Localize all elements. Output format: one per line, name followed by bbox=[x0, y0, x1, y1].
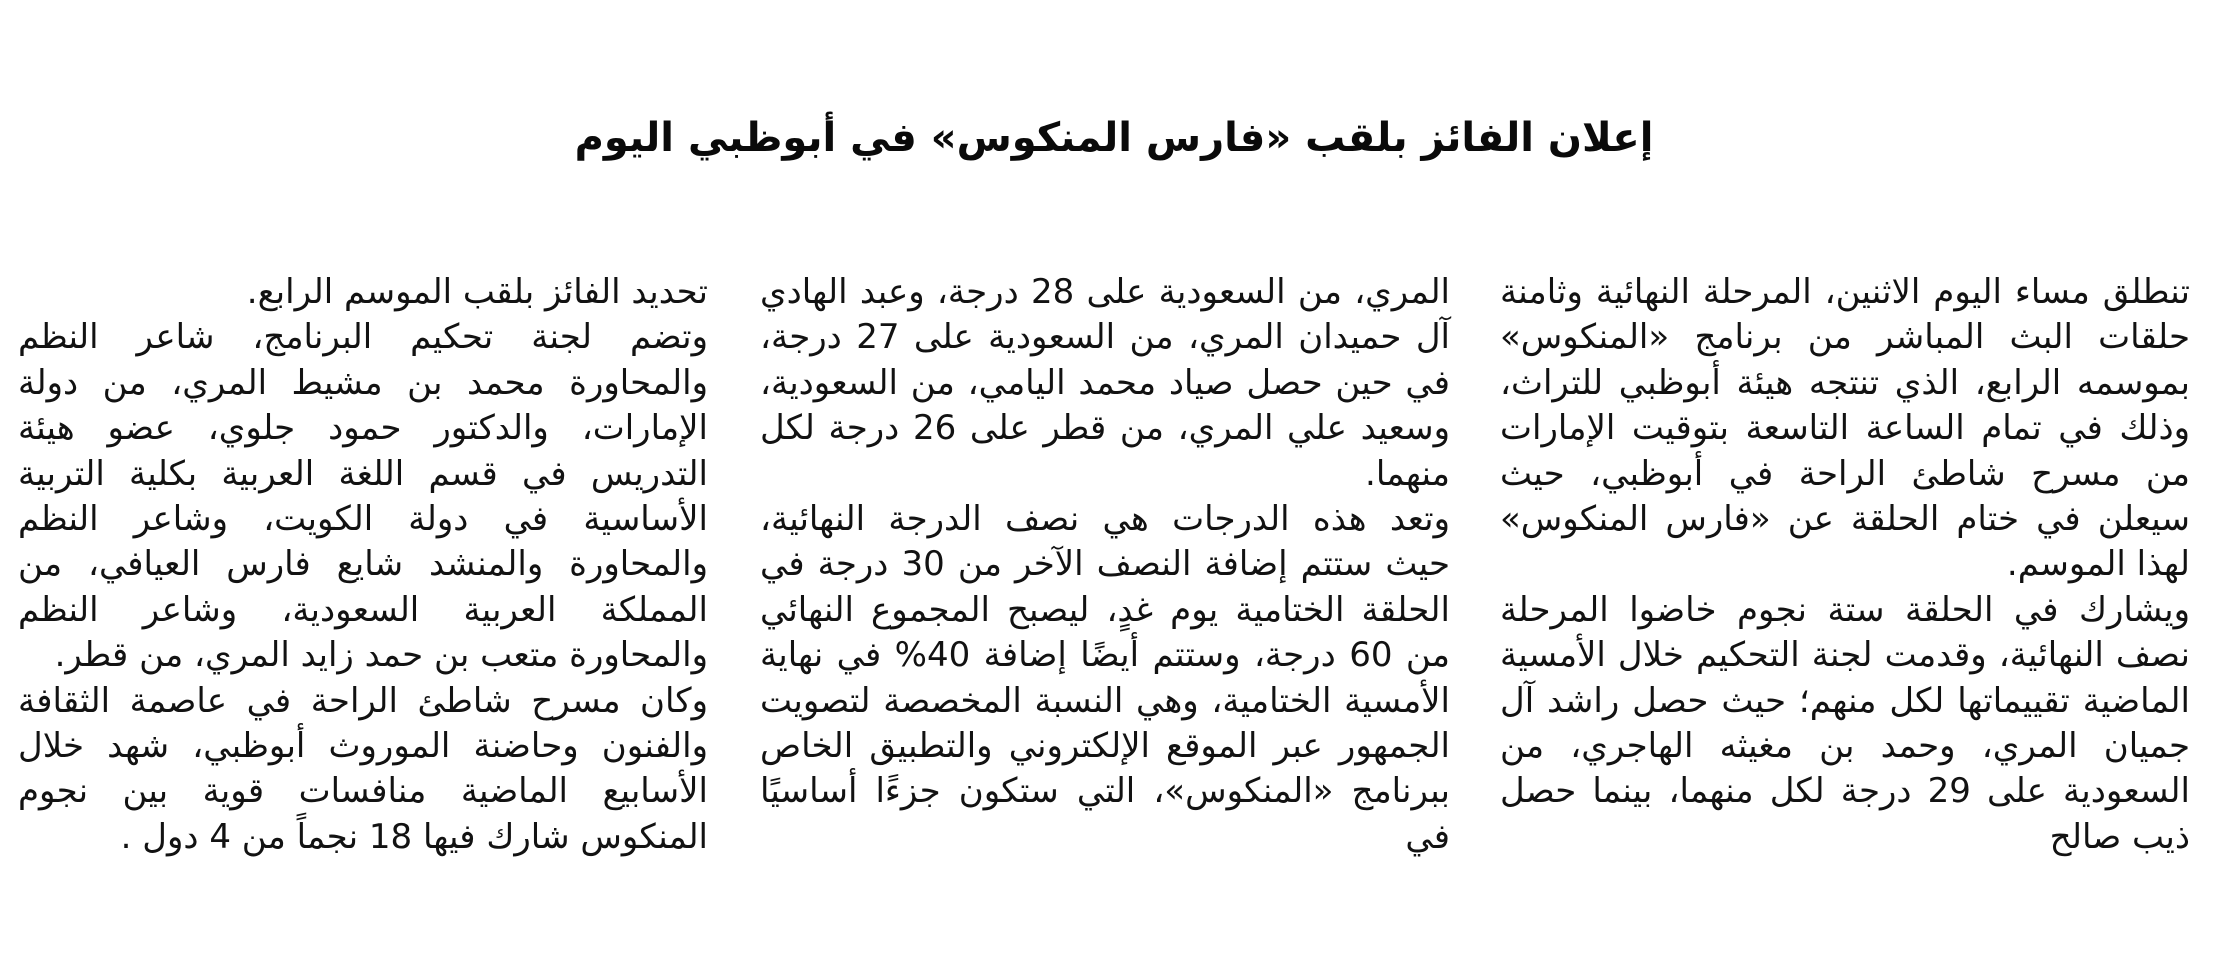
paragraph: وتضم لجنة تحكيم البرنامج، شاعر النظم والمحاورة محمد بن مشيط المري، من دولة الإمارات، والدكتور حمود جلوي، عضو هيئة التدريس في قسم اللغة العربية بكلية التربية الأساسية في دولة الكويت، وشاعر النظم والمحاورة والمنشد شايع فارس العيافي، من المملكة العربية السعودية، وشاعر النظم والمحاورة متعب بن حمد زايد المري، من قطر. bbox=[18, 317, 708, 676]
paragraph: المري، من السعودية على 28 درجة، وعبد الهادي آل حميدان المري، من السعودية على 27 درجة، في حين حصل صياد محمد اليامي، من السعودية، وسعيد علي المري، من قطر على 26 درجة لكل منهما. bbox=[760, 272, 1450, 494]
paragraph: تنطلق مساء اليوم الاثنين، المرحلة النهائية وثامنة حلقات البث المباشر من برنامج «المنكوس» بموسمه الرابع، الذي تنتجه هيئة أبوظبي للتراث، وذلك في تمام الساعة التاسعة بتوقيت الإمارات من مسرح شاطئ الراحة في أبوظبي، حيث سيعلن في ختام الحلقة عن «فارس المنكوس» لهذا الموسم. bbox=[1500, 272, 2190, 585]
paragraph: تحديد الفائز بلقب الموسم الرابع. bbox=[246, 272, 708, 312]
article-column-right bbox=[1500, 270, 2190, 860]
article-column-left bbox=[18, 270, 708, 860]
paragraph: وكان مسرح شاطئ الراحة في عاصمة الثقافة والفنون وحاضنة الموروث أبوظبي، شهد خلال الأسابيع الماضية منافسات قوية بين نجوم المنكوس شارك فيها 18 نجماً من 4 دول . bbox=[18, 680, 708, 857]
headline: إعلان الفائز بلقب «فارس المنكوس» في أبوظبي اليوم bbox=[574, 115, 1654, 161]
paragraph: ويشارك في الحلقة ستة نجوم خاضوا المرحلة نصف النهائية، وقدمت لجنة التحكيم خلال الأمسية الماضية تقييماتها لكل منهم؛ حيث حصل راشد آل جميان المري، وحمد بن مغيثه الهاجري، من السعودية على 29 درجة لكل منهما، بينما حصل ذيب صالح bbox=[1500, 589, 2190, 857]
paragraph: وتعد هذه الدرجات هي نصف الدرجة النهائية، حيث ستتم إضافة النصف الآخر من 30 درجة في الحلقة الختامية يوم غدٍ، ليصبح المجموع النهائي من 60 درجة، وستتم أيضًا إضافة 40% في نهاية الأمسية الختامية، وهي النسبة المخصصة لتصويت الجمهور عبر الموقع الإلكتروني والتطبيق الخاص ببرنامج «المنكوس»، التي ستكون جزءًا أساسيًا في bbox=[760, 499, 1451, 857]
article-column-middle bbox=[760, 270, 1450, 860]
